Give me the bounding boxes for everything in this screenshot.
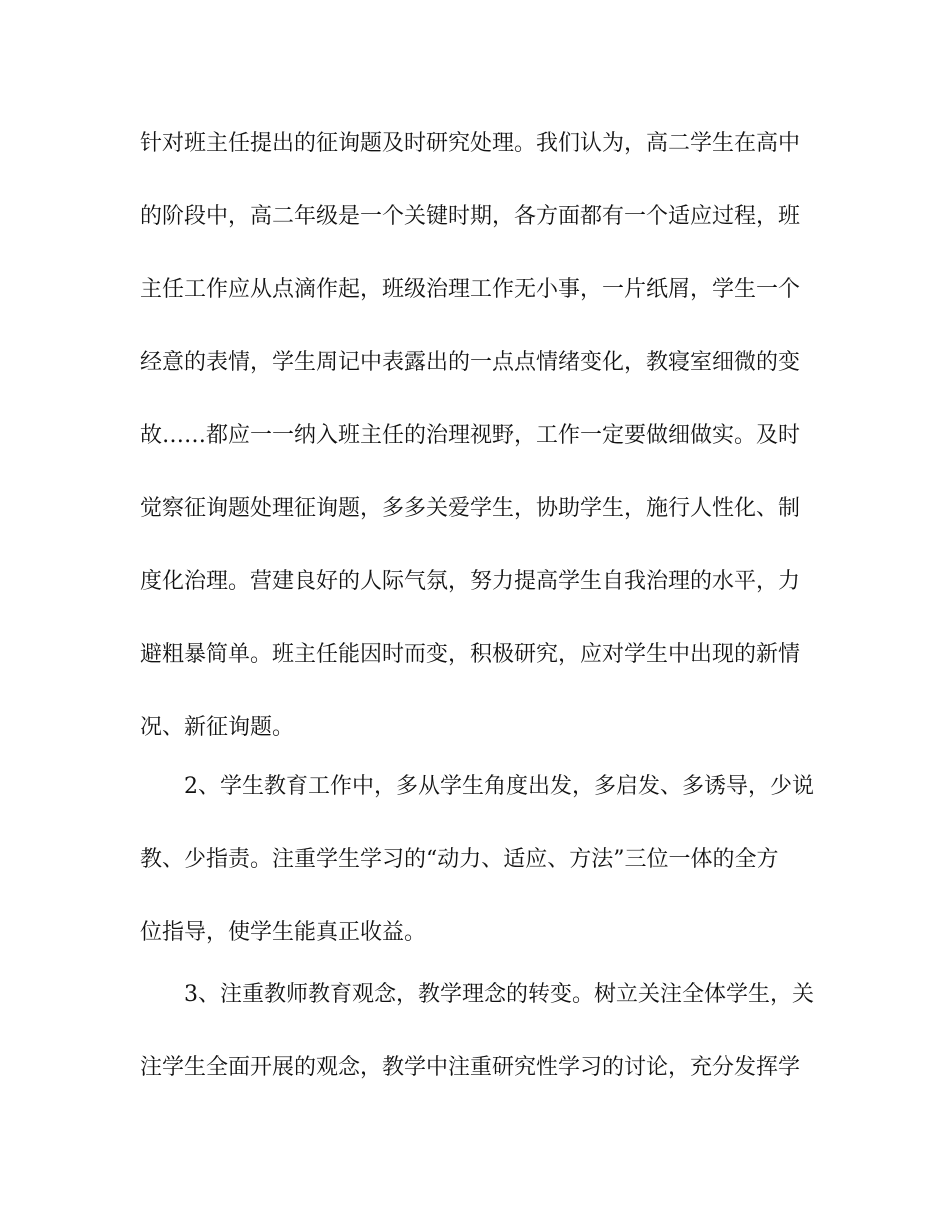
- text-line: 度化治理。营建良好的人际气氛，努力提高学生自我治理的水平，力: [140, 569, 801, 594]
- paragraph-2-first-line: 2、学生教育工作中，多从学生角度出发，多启发、多诱导，少说: [184, 774, 814, 799]
- text-line: 位指导，使学生能真正收益。: [140, 920, 427, 945]
- text-line: 针对班主任提出的征询题及时研究处理。我们认为，高二学生在高中: [140, 131, 801, 156]
- text-line: 觉察征询题处理征询题，多多关爱学生，协助学生，施行人性化、制: [140, 496, 801, 521]
- text-line: 避粗暴简单。班主任能因时而变，积极研究，应对学生中出现的新情: [140, 642, 801, 667]
- text-line: 故……都应一一纳入班主任的治理视野，工作一定要做细做实。及时: [140, 423, 801, 448]
- text-line: 注学生全面开展的观念，教学中注重研究性学习的讨论，充分发挥学: [140, 1055, 801, 1080]
- text-line: 况、新征询题。: [140, 715, 295, 740]
- text-line: 经意的表情，学生周记中表露出的一点点情绪变化，教寝室细微的变: [140, 350, 801, 375]
- text-line: 的阶段中，高二年级是一个关键时期，各方面都有一个适应过程，班: [140, 204, 801, 229]
- text-line: 教、少指责。注重学生学习的“动力、适应、方法”三位一体的全方: [140, 847, 779, 872]
- text-line: 主任工作应从点滴作起，班级治理工作无小事，一片纸屑，学生一个: [140, 277, 801, 302]
- paragraph-3-first-line: 3、注重教师教育观念，教学理念的转变。树立关注全体学生，关: [184, 982, 814, 1007]
